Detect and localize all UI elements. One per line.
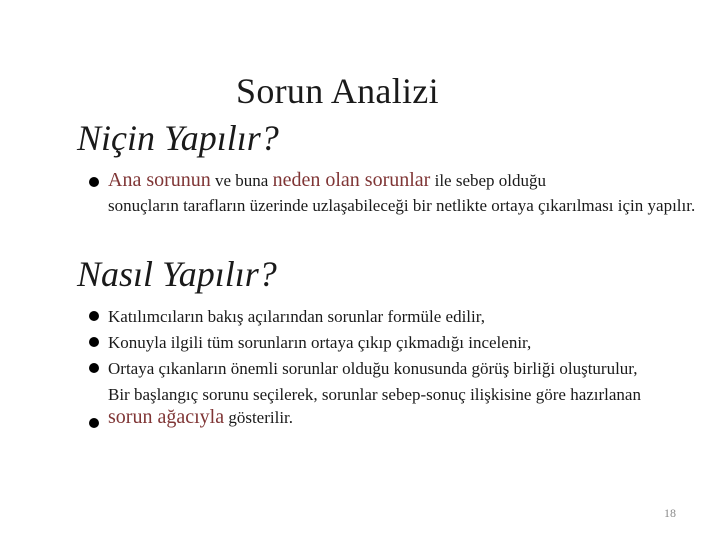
why-first-line [108, 167, 708, 194]
slide-title: Sorun Analizi [236, 71, 439, 111]
list-item: Katılımcıların bakış açılarından sorunlar formüle edilir, [108, 307, 485, 326]
bullet-icon [89, 363, 99, 373]
why-text-connector: ve buna [210, 171, 273, 190]
heading-how: Nasıl Yapılır? [77, 254, 277, 294]
why-text-rest: sonuçların tarafların üzerinde uzlaşabileceği bir netlikte ortaya çıkarılması için yapılır. [108, 196, 696, 215]
page-number: 18 [664, 506, 676, 520]
highlight-ana-sorunun: Ana sorunun [108, 169, 211, 191]
bullet-icon [89, 311, 99, 321]
bullet-icon [89, 418, 99, 428]
list-item: Konuyla ilgili tüm sorunların ortaya çıkıp çıkmadığı incelenir, [108, 333, 532, 352]
why-paragraph [108, 167, 708, 217]
highlight-sorun-agaciyla: sorun ağacıyla [108, 406, 225, 428]
highlight-neden-olan-sorunlar: neden olan sorunlar [272, 169, 431, 191]
bullet-icon [89, 337, 99, 347]
list-item-text: Bir başlangıç sorunu seçilerek, sorunlar sebep-sonuç ilişkisine göre hazırlanan [108, 385, 641, 404]
bullet-icon [89, 177, 99, 187]
list-item [108, 383, 688, 429]
list-item: Ortaya çıkanların önemli sorunlar olduğu konusunda görüş birliği oluşturulur, [108, 359, 638, 378]
how-list [108, 305, 688, 429]
why-text-tail: ile sebep olduğu [430, 171, 547, 190]
list-item-text-tail: gösterilir. [224, 408, 294, 427]
heading-why: Niçin Yapılır? [77, 118, 279, 158]
